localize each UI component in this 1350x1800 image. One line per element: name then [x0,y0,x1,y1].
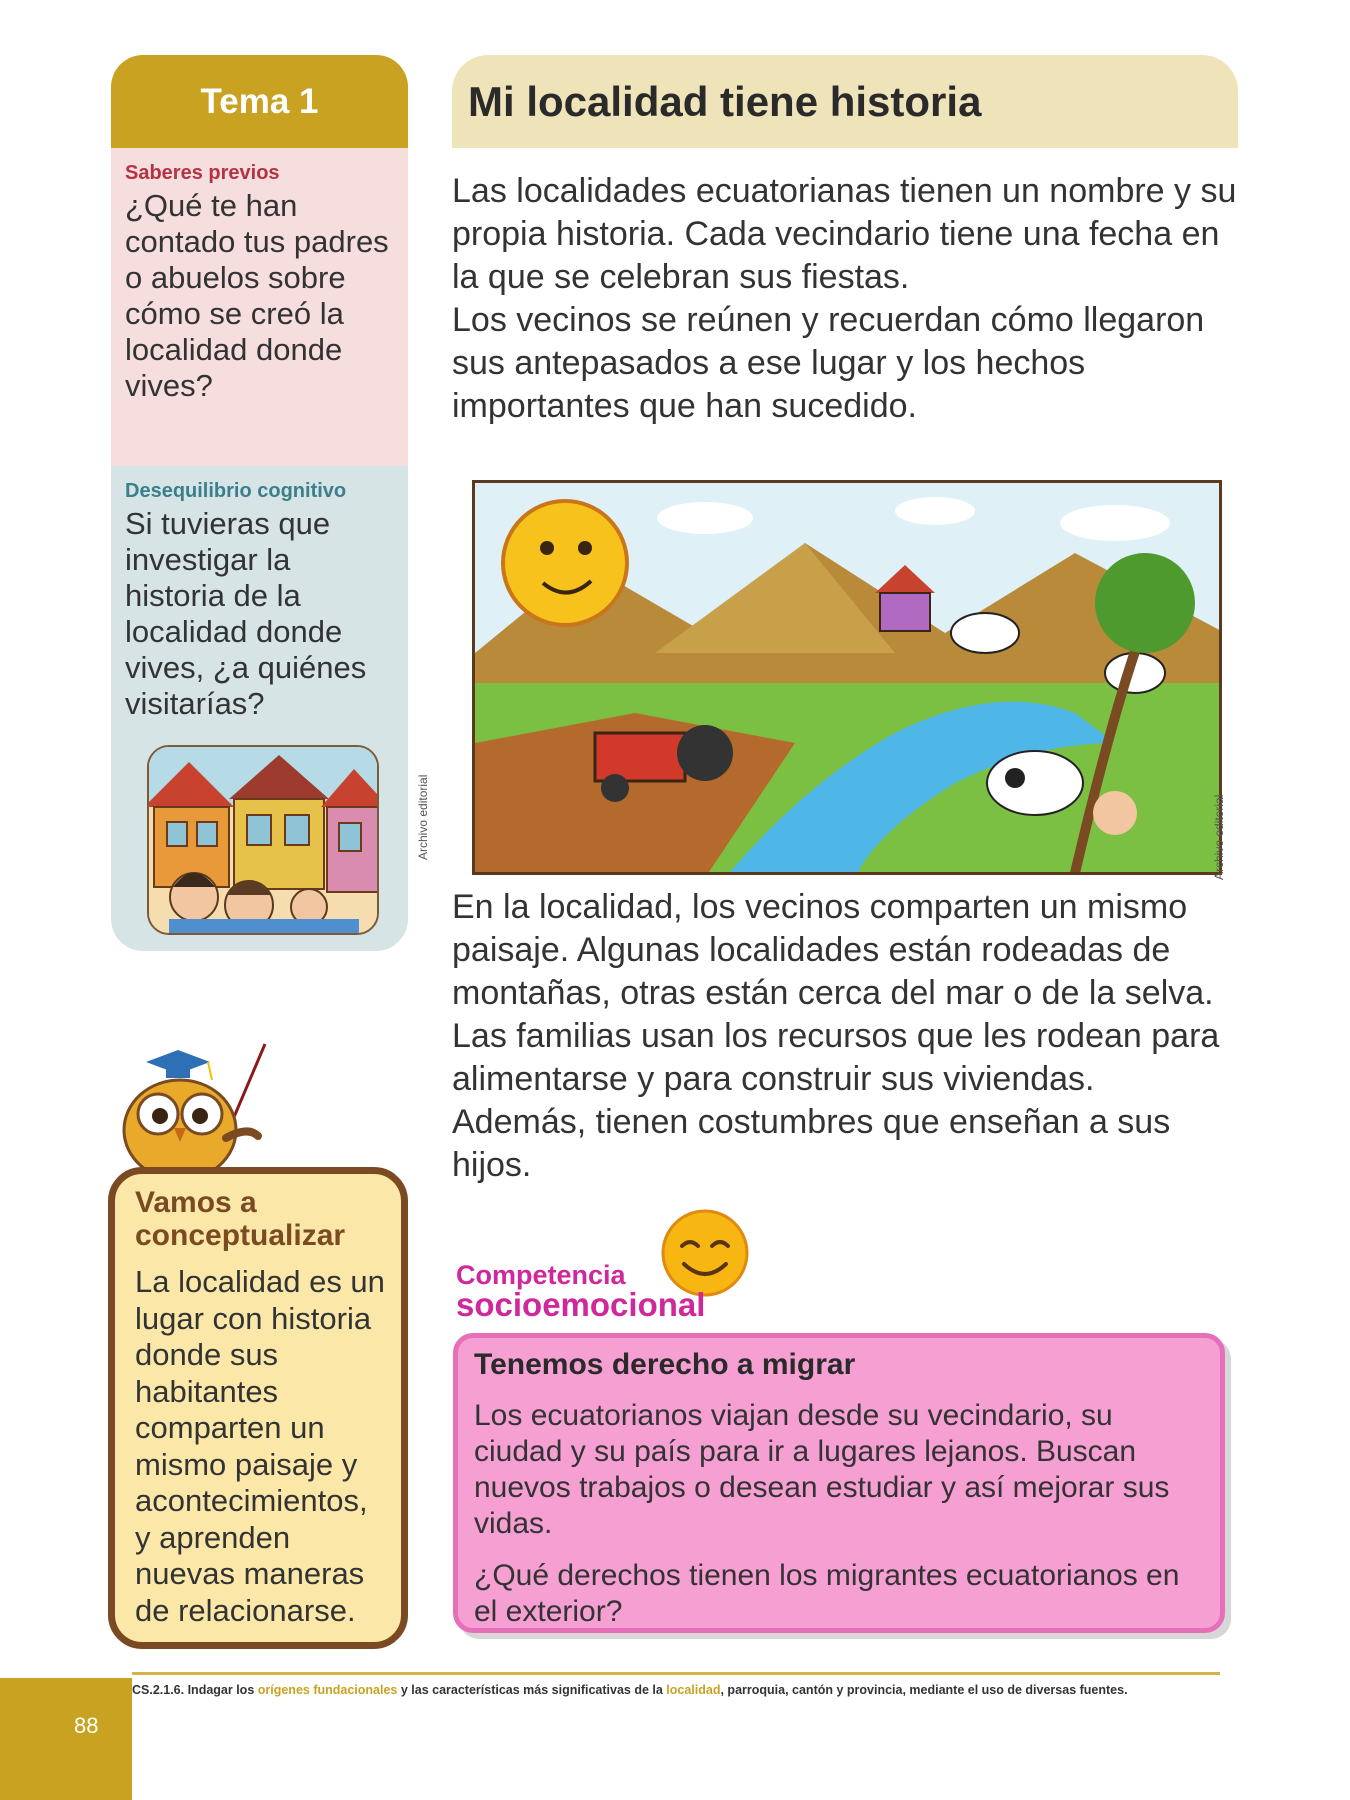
competency-label [456,1260,706,1323]
title-bar [452,55,1238,148]
intro-paragraph-2: Los vecinos se reúnen y recuerdan cómo llegaron sus antepasados a ese lugar y los hechos importantes que han sucedido. [452,301,1205,425]
curriculum-middle: y las características más significativas de la [397,1683,667,1697]
page-number-strip [0,1678,132,1800]
topic-tab [111,55,408,148]
sun-icon [503,501,627,625]
image-credit-left: Archivo editorial [416,774,430,860]
footer-divider [132,1672,1220,1675]
migration-paragraph: Los ecuatorianos viajan desde su vecindario, su ciudad y su país para ir a lugares lejanos. Buscan nuevos trabajos o desean estudiar y así mejorar sus vidas. [474,1399,1170,1540]
competency-label-line-1: Competencia [456,1260,626,1290]
page-number: 88 [74,1713,99,1738]
image-credit-right: Archivo editorial [1212,794,1226,880]
cognitive-imbalance-question: Si tuvieras que investigar la historia de la localidad donde vives, ¿a quiénes visitarías? [125,506,367,721]
intro-paragraph-1: Las localidades ecuatorianas tienen un nombre y su propia historia. Cada vecindario tiene una fecha en la que se celebran sus fiestas. [452,172,1237,296]
concept-heading [135,1186,389,1252]
landscape-paragraph-2: Además, tienen costumbres que enseñan a sus hijos. [452,1103,1171,1184]
curriculum-highlight-2: localidad [666,1683,721,1697]
curriculum-highlight-1: orígenes fundacionales [257,1683,398,1697]
concept-text: La localidad es un lugar con historia donde sus habitantes comparten un mismo paisaje y acontecimientos, y aprenden nuevas maneras de relacionarse. [135,1264,385,1628]
curriculum-standard [132,1683,1232,1697]
owl-mascot-icon [108,1042,278,1177]
prior-knowledge-question: ¿Qué te han contado tus padres o abuelos sobre cómo se creó la localidad donde vives? [125,188,389,403]
curriculum-suffix: , parroquia, cantón y provincia, mediante el uso de diversas fuentes. [720,1683,1128,1697]
concept-heading-line-1: Vamos a [135,1186,257,1219]
page-title: Mi localidad tiene historia [468,77,982,125]
landscape-paragraphs [452,886,1242,1187]
landscape-illustration [472,480,1222,875]
cognitive-imbalance-heading: Desequilibrio cognitivo [125,480,347,502]
migration-title: Tenemos derecho a migrar [474,1348,856,1381]
prior-knowledge-box [111,148,408,466]
concept-heading-line-2: conceptualizar [135,1219,346,1252]
migration-question: ¿Qué derechos tienen los migrantes ecuatorianos en el exterior? [474,1559,1180,1628]
topic-label: Tema 1 [200,81,319,121]
concept-box [108,1167,408,1649]
intro-paragraphs [452,170,1242,428]
prior-knowledge-heading: Saberes previos [125,162,280,184]
landscape-paragraph-1: En la localidad, los vecinos comparten un mismo paisaje. Algunas localidades están rodeadas de montañas, otras están cerca del mar o de la selva. Las familias usan los recursos que les rodean para alimentarse y para construir sus viviendas. [452,888,1220,1098]
curriculum-prefix: CS.2.1.6. Indagar los [132,1683,258,1697]
neighborhood-illustration [147,745,379,935]
competency-label-line-2: socioemocional [456,1286,706,1323]
migration-box [453,1333,1225,1633]
